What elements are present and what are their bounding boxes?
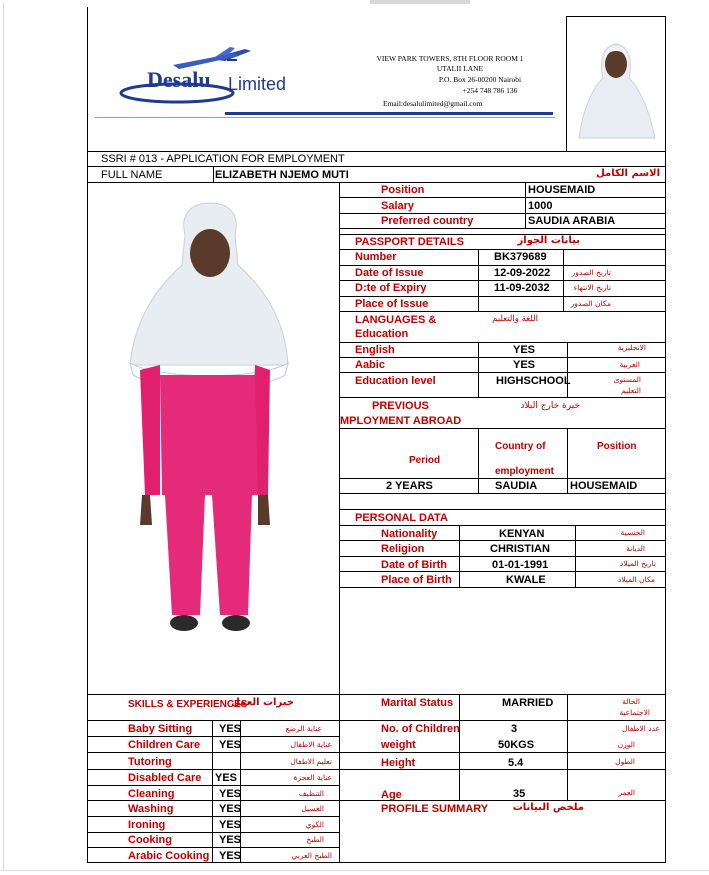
employment-header-line2: MPLOYMENT ABROAD — [340, 415, 462, 427]
address-line2: UTALII LANE — [436, 64, 484, 73]
letterhead-divider-thin — [95, 117, 555, 118]
marital-ar-line1: الحالة — [622, 697, 640, 706]
religion-label: Religion — [381, 543, 425, 555]
languages-header-line1: LANGUAGES & — [355, 314, 437, 326]
education-ar-line2: التعليم — [621, 386, 641, 395]
preferred-country-value: SAUDIA ARABIA — [528, 215, 616, 227]
skill-value: YES — [219, 850, 242, 862]
skill-label: Disabled Care — [128, 772, 202, 784]
company-name-part1: Desalu — [147, 67, 211, 92]
skill-ar: الغسيل — [301, 804, 324, 813]
children-value: 3 — [511, 723, 518, 735]
expiry-date-label: D:te of Expiry — [355, 282, 427, 294]
dob-label: Date of Birth — [381, 559, 447, 571]
address-line1: VIEW PARK TOWERS, 8TH FLOOR ROOM 1 — [376, 54, 524, 63]
skill-label: Children Care — [128, 739, 201, 751]
employment-country: SAUDIA — [495, 480, 538, 492]
skill-label: Washing — [128, 803, 174, 815]
english-label: English — [355, 344, 395, 356]
skill-value: YES — [219, 834, 242, 846]
place-of-issue-label: Place of Issue — [355, 298, 429, 310]
skill-ar: الطبخ — [306, 835, 324, 844]
col-country-line2: employment — [495, 466, 554, 477]
position-label: Position — [381, 184, 425, 196]
passport-header: PASSPORT DETAILS — [355, 236, 464, 248]
form-title: SSRI # 013 - APPLICATION FOR EMPLOYMENT — [101, 153, 345, 165]
height-label: Height — [381, 757, 416, 769]
address-line3: P.O. Box 26-00200 Nairobi — [438, 75, 522, 84]
height-value: 5.4 — [508, 757, 524, 769]
skill-label: Ironing — [128, 819, 166, 831]
skill-label: Arabic Cooking — [128, 850, 210, 862]
issue-date-label: Date of Issue — [355, 267, 424, 279]
age-label: Age — [381, 789, 402, 801]
skills-header: SKILLS & EXPERIENCES — [128, 699, 248, 710]
education-label: Education level — [355, 375, 436, 387]
skill-ar: التنظيف — [298, 789, 324, 798]
weight-label: weight — [381, 739, 416, 751]
passport-number-label: Number — [355, 251, 397, 263]
nationality-value: KENYAN — [499, 528, 545, 540]
full-name-ar: الاسم الكامل — [596, 168, 660, 179]
passport-number-value: BK379689 — [494, 251, 547, 263]
position-value: HOUSEMAID — [528, 184, 596, 196]
skill-label: Cleaning — [128, 788, 175, 800]
col-position: Position — [597, 441, 637, 452]
skill-ar: عناية الرضع — [285, 724, 322, 733]
skill-label: Tutoring — [128, 756, 172, 768]
languages-header-line2: Education — [355, 328, 409, 340]
salary-value: 1000 — [528, 200, 553, 212]
children-ar: عدد الاطفال — [622, 724, 660, 733]
religion-value: CHRISTIAN — [490, 543, 550, 555]
skill-ar: الكوي — [305, 820, 324, 829]
dob-ar: تاريخ الميلاد — [619, 559, 656, 568]
education-ar-line1: المستوى — [613, 375, 641, 384]
personal-header: PERSONAL DATA — [355, 512, 448, 524]
skill-value: YES — [219, 788, 242, 800]
languages-header-ar: اللغة والتعليم — [492, 314, 538, 324]
skill-value: YES — [219, 723, 242, 735]
weight-ar: الوزن — [617, 740, 635, 749]
address-line4: +254 748 786 136 — [462, 86, 518, 95]
age-ar: العمر — [618, 788, 635, 797]
employment-header-ar: خبرة خارج البلاد — [520, 401, 580, 411]
skill-value: YES — [215, 772, 238, 784]
issue-date-value: 12-09-2022 — [494, 267, 551, 279]
skill-label: Cooking — [128, 834, 172, 846]
nationality-ar: الجنسية — [620, 528, 645, 537]
issue-date-ar: تاريخ الصدور — [571, 268, 611, 277]
expiry-date-ar: تاريخ الانتهاء — [573, 283, 611, 292]
skill-label: Baby Sitting — [128, 723, 193, 735]
marital-label: Marital Status — [381, 697, 454, 709]
arabic-label: Aabic — [355, 359, 385, 371]
english-value: YES — [513, 344, 536, 356]
page-edge — [3, 3, 4, 871]
skill-value: YES — [219, 819, 242, 831]
marital-value: MARRIED — [502, 697, 554, 709]
height-ar: الطول — [615, 757, 635, 766]
pob-ar: مكان الميلاد — [617, 575, 655, 584]
employment-period: 2 YEARS — [386, 480, 433, 492]
arabic-value: YES — [513, 359, 536, 371]
english-ar: الانجليزية — [617, 343, 646, 352]
place-of-issue-ar: مكان الصدور — [570, 299, 611, 308]
pob-value: KWALE — [506, 574, 546, 586]
col-period: Period — [409, 455, 441, 466]
employment-header-line1: PREVIOUS — [372, 400, 429, 412]
window-top-bar — [370, 0, 470, 4]
passport-header-ar: بيانات الجواز — [517, 235, 580, 246]
skill-ar: عناية الاطفال — [290, 740, 332, 749]
profile-summary-label: PROFILE SUMMARY — [381, 803, 489, 815]
skill-value: YES — [219, 803, 242, 815]
skill-ar: عناية العجزة — [293, 773, 332, 782]
pob-label: Place of Birth — [381, 574, 452, 586]
children-label: No. of Children — [381, 723, 460, 735]
skills-header-ar: خبرات العمل — [231, 697, 294, 708]
skill-value: YES — [219, 739, 242, 751]
dob-value: 01-01-1991 — [492, 559, 549, 571]
education-value: HIGHSCHOOL — [496, 375, 571, 387]
profile-summary-ar: ملخص البيانات — [512, 802, 584, 813]
full-name-label: FULL NAME — [101, 169, 163, 181]
employment-position: HOUSEMAID — [570, 480, 638, 492]
salary-label: Salary — [381, 200, 415, 212]
company-email: Email:desalulimited@gmail.com — [383, 99, 483, 108]
nationality-label: Nationality — [381, 528, 438, 540]
full-name-value: ELIZABETH NJEMO MUTI — [215, 169, 349, 181]
expiry-date-value: 11-09-2032 — [494, 282, 550, 294]
arabic-ar: العربية — [619, 360, 640, 369]
page-edge-bottom — [0, 870, 709, 871]
religion-ar: الديانة — [626, 544, 645, 553]
preferred-country-label: Preferred country — [381, 215, 474, 227]
col-country-line1: Country of — [495, 441, 546, 452]
letterhead-divider — [225, 112, 553, 115]
marital-ar-line2: الاجتماعية — [619, 708, 650, 717]
skill-ar: الطبخ العربي — [291, 851, 332, 860]
applicant-full-photo — [100, 195, 320, 645]
age-value: 35 — [513, 788, 526, 800]
weight-value: 50KGS — [498, 739, 535, 751]
company-name-part2: Limited — [228, 74, 287, 94]
applicant-headshot — [569, 20, 664, 140]
skill-ar: تعليم الاطفال — [290, 757, 332, 766]
